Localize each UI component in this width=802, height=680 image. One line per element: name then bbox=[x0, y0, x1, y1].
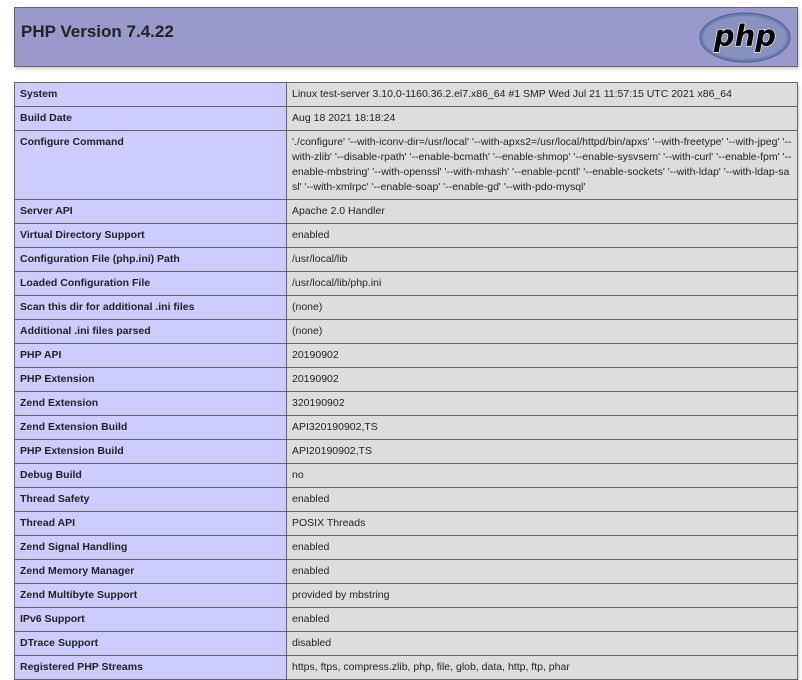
table-row bbox=[15, 632, 798, 656]
info-table-body bbox=[15, 83, 798, 680]
table-row bbox=[15, 320, 798, 344]
row-value: no bbox=[287, 464, 798, 488]
table-row bbox=[15, 83, 798, 107]
row-value: enabled bbox=[287, 224, 798, 248]
table-row bbox=[15, 560, 798, 584]
row-value: API320190902,TS bbox=[287, 416, 798, 440]
table-row bbox=[15, 344, 798, 368]
row-label: Zend Extension Build bbox=[15, 416, 287, 440]
php-logo[interactable] bbox=[699, 12, 791, 63]
row-label: Thread API bbox=[15, 512, 287, 536]
row-label: Zend Signal Handling bbox=[15, 536, 287, 560]
table-row bbox=[15, 656, 798, 680]
table-row bbox=[15, 536, 798, 560]
row-label: Loaded Configuration File bbox=[15, 272, 287, 296]
table-row bbox=[15, 224, 798, 248]
row-value: https, ftps, compress.zlib, php, file, glob, data, http, ftp, phar bbox=[287, 656, 798, 680]
row-label: PHP Extension bbox=[15, 368, 287, 392]
row-value: enabled bbox=[287, 560, 798, 584]
row-value: './configure' '--with-iconv-dir=/usr/local' '--with-apxs2=/usr/local/httpd/bin/apxs' '--with-freetype' '--with-jpeg' '--with-zlib' '--disable-rpath' '--enable-bcmath' '--enable-shmop' '--enable-sysvsem' '--with-curl' '--enable-fpm' '--enable-mbstring' '--with-openssl' '--with-mhash' '--enable-pcntl' '--enable-sockets' '--with-ldap' '--with-ldap-sasl' '--with-xmlrpc' '--enable-soap' '--enable-gd' '--with-pdo-mysql' bbox=[287, 131, 798, 200]
row-label: Zend Memory Manager bbox=[15, 560, 287, 584]
table-row bbox=[15, 608, 798, 632]
row-value: provided by mbstring bbox=[287, 584, 798, 608]
info-table bbox=[14, 82, 798, 680]
row-label: DTrace Support bbox=[15, 632, 287, 656]
row-value: (none) bbox=[287, 320, 798, 344]
row-value: POSIX Threads bbox=[287, 512, 798, 536]
table-row bbox=[15, 440, 798, 464]
row-value: /usr/local/lib/php.ini bbox=[287, 272, 798, 296]
row-label: PHP Extension Build bbox=[15, 440, 287, 464]
table-row bbox=[15, 200, 798, 224]
table-row bbox=[15, 584, 798, 608]
table-row bbox=[15, 392, 798, 416]
row-value: 320190902 bbox=[287, 392, 798, 416]
row-value: enabled bbox=[287, 536, 798, 560]
table-row bbox=[15, 296, 798, 320]
table-row bbox=[15, 368, 798, 392]
row-label: IPv6 Support bbox=[15, 608, 287, 632]
row-value: enabled bbox=[287, 608, 798, 632]
row-value: 20190902 bbox=[287, 368, 798, 392]
page-title: PHP Version 7.4.22 bbox=[21, 22, 174, 41]
version-header bbox=[14, 7, 798, 67]
row-value: enabled bbox=[287, 488, 798, 512]
row-label: Virtual Directory Support bbox=[15, 224, 287, 248]
row-label: Thread Safety bbox=[15, 488, 287, 512]
row-label: System bbox=[15, 83, 287, 107]
table-row bbox=[15, 107, 798, 131]
row-value: API20190902,TS bbox=[287, 440, 798, 464]
row-label: Server API bbox=[15, 200, 287, 224]
row-label: Additional .ini files parsed bbox=[15, 320, 287, 344]
row-value: Aug 18 2021 18:18:24 bbox=[287, 107, 798, 131]
row-value: /usr/local/lib bbox=[287, 248, 798, 272]
row-value: Apache 2.0 Handler bbox=[287, 200, 798, 224]
table-row bbox=[15, 512, 798, 536]
row-label: Zend Multibyte Support bbox=[15, 584, 287, 608]
table-row bbox=[15, 488, 798, 512]
row-label: Zend Extension bbox=[15, 392, 287, 416]
row-value: Linux test-server 3.10.0-1160.36.2.el7.x86_64 #1 SMP Wed Jul 21 11:57:15 UTC 2021 x86_64 bbox=[287, 83, 798, 107]
table-row bbox=[15, 272, 798, 296]
row-label: Build Date bbox=[15, 107, 287, 131]
row-label: Scan this dir for additional .ini files bbox=[15, 296, 287, 320]
row-label: Debug Build bbox=[15, 464, 287, 488]
row-value: 20190902 bbox=[287, 344, 798, 368]
table-row bbox=[15, 131, 798, 200]
row-value: disabled bbox=[287, 632, 798, 656]
table-row bbox=[15, 248, 798, 272]
row-value: (none) bbox=[287, 296, 798, 320]
row-label: PHP API bbox=[15, 344, 287, 368]
row-label: Registered PHP Streams bbox=[15, 656, 287, 680]
row-label: Configure Command bbox=[15, 131, 287, 200]
table-row bbox=[15, 464, 798, 488]
table-row bbox=[15, 416, 798, 440]
row-label: Configuration File (php.ini) Path bbox=[15, 248, 287, 272]
php-logo-text: php bbox=[713, 19, 777, 53]
